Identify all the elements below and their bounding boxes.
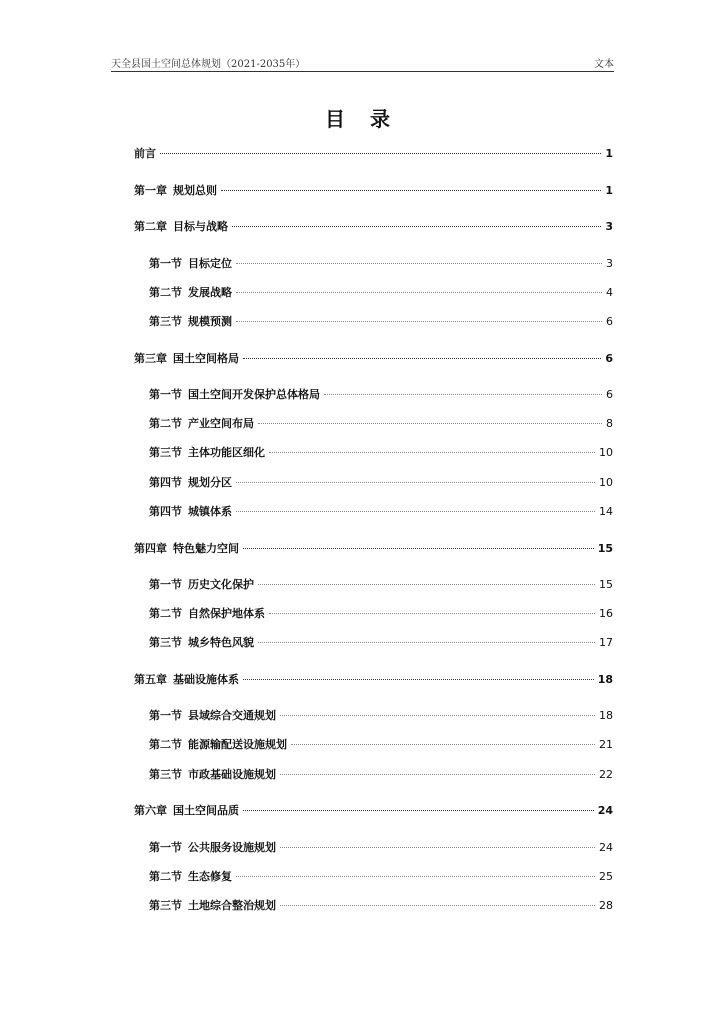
toc-entry-label <box>134 145 158 161</box>
toc-section-entry[interactable] <box>149 605 613 621</box>
toc-entry-name: 土地综合整治规划 <box>188 899 276 912</box>
toc-entry-number: 第四章 <box>134 542 167 555</box>
toc-page-number: 10 <box>599 446 613 459</box>
toc-page-number: 1 <box>605 184 613 197</box>
toc-entry-label <box>149 605 267 621</box>
toc-entry-number: 第三节 <box>149 636 182 649</box>
toc-section-entry[interactable] <box>149 897 613 913</box>
toc-section-entry[interactable] <box>149 736 613 752</box>
toc-entry-label <box>149 386 322 402</box>
toc-entry-name: 目标定位 <box>188 257 232 270</box>
toc-dot-leader <box>236 876 595 877</box>
toc-entry-label <box>134 540 241 556</box>
toc-entry-name: 县域综合交通规划 <box>188 709 276 722</box>
toc-entry-label <box>134 182 219 198</box>
toc-page-number: 24 <box>599 841 613 854</box>
toc-entry-number: 第三节 <box>149 315 182 328</box>
toc-section-entry[interactable] <box>149 634 613 650</box>
toc-entry-name: 规划总则 <box>173 184 217 197</box>
toc-entry-name: 城乡特色风貌 <box>188 636 254 649</box>
toc-section-entry[interactable] <box>149 284 613 300</box>
toc-page-number: 4 <box>606 286 613 299</box>
toc-page-number: 18 <box>599 709 613 722</box>
toc-page-number: 16 <box>599 607 613 620</box>
toc-dot-leader <box>243 679 594 680</box>
toc-entry-number: 第二节 <box>149 738 182 751</box>
toc-entry-name: 自然保护地体系 <box>188 607 265 620</box>
toc-entry-number: 第二节 <box>149 607 182 620</box>
toc-entry-label <box>134 350 241 366</box>
toc-dot-leader <box>236 482 595 483</box>
toc-entry-number: 第二节 <box>149 870 182 883</box>
toc-entry-label <box>149 839 278 855</box>
toc-section-entry[interactable] <box>149 415 613 431</box>
toc-entry-name: 规模预测 <box>188 315 232 328</box>
toc-entry-number: 第四节 <box>149 476 182 489</box>
toc-entry-label <box>149 313 234 329</box>
toc-entry-number: 第一节 <box>149 388 182 401</box>
toc-entry-number: 第六章 <box>134 804 167 817</box>
toc-dot-leader <box>232 226 601 227</box>
toc-page-number: 25 <box>599 870 613 883</box>
toc-entry-name: 国土空间开发保护总体格局 <box>188 388 320 401</box>
toc-page-number: 24 <box>597 804 613 817</box>
toc-page-number: 3 <box>605 220 613 233</box>
toc-dot-leader <box>258 423 602 424</box>
toc-dot-leader <box>160 153 601 154</box>
toc-dot-leader <box>236 292 602 293</box>
toc-entry-number: 第一节 <box>149 578 182 591</box>
toc-entry-label <box>149 868 234 884</box>
toc-entry-label <box>149 736 289 752</box>
toc-page-number: 10 <box>599 476 613 489</box>
toc-chapter-entry[interactable] <box>134 540 613 556</box>
toc-dot-leader <box>280 715 595 716</box>
toc-entry-number: 第三节 <box>149 899 182 912</box>
toc-dot-leader <box>269 613 595 614</box>
toc-dot-leader <box>236 321 602 322</box>
toc-entry-name: 主体功能区细化 <box>188 446 265 459</box>
toc-section-entry[interactable] <box>149 766 613 782</box>
toc-entry-label <box>149 255 234 271</box>
toc-entry-label <box>149 415 256 431</box>
toc-dot-leader <box>258 584 595 585</box>
toc-section-entry[interactable] <box>149 474 613 490</box>
toc-dot-leader <box>243 358 601 359</box>
toc-entry-label <box>134 802 241 818</box>
toc-chapter-entry[interactable] <box>134 802 613 818</box>
toc-section-entry[interactable] <box>149 255 613 271</box>
toc-page-number: 15 <box>597 542 613 555</box>
toc-entry-label <box>149 707 278 723</box>
toc-entry-label <box>149 897 278 913</box>
toc-section-entry[interactable] <box>149 839 613 855</box>
toc-entry-label <box>134 218 230 234</box>
toc-chapter-entry[interactable] <box>134 350 613 366</box>
toc-entry-number: 第二节 <box>149 417 182 430</box>
toc-entry-name: 生态修复 <box>188 870 232 883</box>
toc-entry-label <box>149 503 234 519</box>
header-document-title: 天全县国土空间总体规划（2021-2035年） <box>111 59 306 70</box>
toc-entry-number: 第二章 <box>134 220 167 233</box>
toc-entry-number: 第五章 <box>134 673 167 686</box>
toc-chapter-entry[interactable] <box>134 218 613 234</box>
toc-dot-leader <box>258 642 595 643</box>
header-document-type: 文本 <box>594 59 614 70</box>
toc-dot-leader <box>243 810 594 811</box>
toc-entry-label <box>149 634 256 650</box>
toc-section-entry[interactable] <box>149 386 613 402</box>
toc-page-number: 6 <box>606 315 613 328</box>
toc-dot-leader <box>243 548 594 549</box>
toc-entry-number: 第一章 <box>134 184 167 197</box>
toc-entry-number: 第三节 <box>149 768 182 781</box>
toc-dot-leader <box>280 847 595 848</box>
toc-entry-label <box>134 671 241 687</box>
toc-chapter-entry[interactable] <box>134 671 613 687</box>
toc-entry-name: 基础设施体系 <box>173 673 239 686</box>
toc-entry-number: 第一节 <box>149 841 182 854</box>
toc-page-number: 6 <box>605 352 613 365</box>
toc-entry-number: 第三节 <box>149 446 182 459</box>
toc-entry-label <box>149 444 267 460</box>
toc-section-entry[interactable] <box>149 444 613 460</box>
toc-entry-number: 第一节 <box>149 257 182 270</box>
toc-dot-leader <box>221 190 601 191</box>
toc-entry-name: 产业空间布局 <box>188 417 254 430</box>
toc-entry-name: 市政基础设施规划 <box>188 768 276 781</box>
table-of-contents <box>134 0 613 1024</box>
toc-page-number: 6 <box>606 388 613 401</box>
toc-dot-leader <box>324 394 602 395</box>
toc-entry-name: 目标与战略 <box>173 220 228 233</box>
toc-section-entry[interactable] <box>149 576 613 592</box>
toc-page-number: 17 <box>599 636 613 649</box>
toc-entry-name: 公共服务设施规划 <box>188 841 276 854</box>
toc-dot-leader <box>280 905 595 906</box>
toc-entry-name: 特色魅力空间 <box>173 542 239 555</box>
toc-dot-leader <box>280 774 595 775</box>
toc-entry-number: 第一节 <box>149 709 182 722</box>
toc-entry-name: 能源输配送设施规划 <box>188 738 287 751</box>
toc-section-entry[interactable] <box>149 868 613 884</box>
toc-entry-name: 历史文化保护 <box>188 578 254 591</box>
toc-page-number: 18 <box>597 673 613 686</box>
toc-page-number: 8 <box>606 417 613 430</box>
toc-entry-name: 发展战略 <box>188 286 232 299</box>
toc-section-entry[interactable] <box>149 503 613 519</box>
toc-entry-number: 第三章 <box>134 352 167 365</box>
toc-entry-label <box>149 766 278 782</box>
toc-chapter-entry[interactable] <box>134 182 613 198</box>
toc-section-entry[interactable] <box>149 313 613 329</box>
toc-entry-label <box>149 284 234 300</box>
toc-page-number: 15 <box>599 578 613 591</box>
toc-entry-number: 第二节 <box>149 286 182 299</box>
toc-entry-number: 第四节 <box>149 505 182 518</box>
toc-page-number: 1 <box>605 147 613 160</box>
toc-entry-name: 国土空间品质 <box>173 804 239 817</box>
toc-entry-name: 城镇体系 <box>188 505 232 518</box>
toc-dot-leader <box>291 744 595 745</box>
toc-chapter-entry[interactable] <box>134 145 613 161</box>
toc-title: 目 录 <box>325 107 399 131</box>
toc-entry-label <box>149 576 256 592</box>
toc-dot-leader <box>269 452 595 453</box>
toc-page-number: 28 <box>599 899 613 912</box>
toc-page-number: 22 <box>599 768 613 781</box>
toc-page-number: 14 <box>599 505 613 518</box>
toc-entry-name: 规划分区 <box>188 476 232 489</box>
toc-entry-number: 前言 <box>134 147 156 160</box>
toc-entry-label <box>149 474 234 490</box>
toc-entry-name: 国土空间格局 <box>173 352 239 365</box>
toc-section-entry[interactable] <box>149 707 613 723</box>
toc-page-number: 21 <box>599 738 613 751</box>
toc-page-number: 3 <box>606 257 613 270</box>
toc-dot-leader <box>236 263 602 264</box>
toc-dot-leader <box>236 511 595 512</box>
